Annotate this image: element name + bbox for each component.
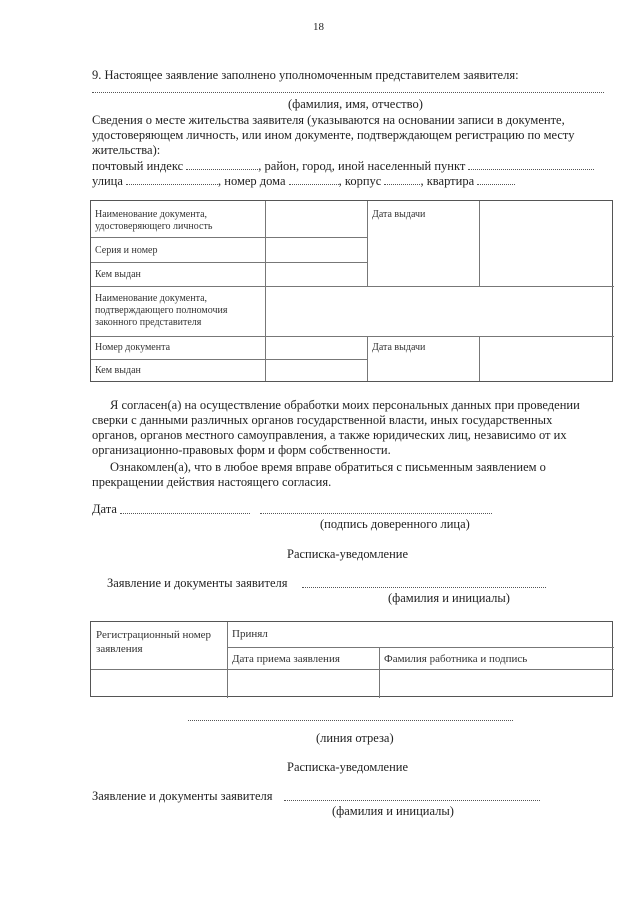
employee-label: Фамилия работника и подпись	[384, 653, 528, 665]
cut-line	[188, 720, 513, 721]
apartment-field[interactable]	[477, 173, 515, 185]
district-field[interactable]	[468, 158, 594, 170]
rep-doc-name-label: Наименование документа, подтверждающего полномочия законного представителя	[95, 293, 228, 328]
doc-number-label: Номер документа	[95, 342, 171, 353]
residence-line-2: удостоверяющем личность, или ином документе, подтверждающем регистрацию по месту	[92, 128, 575, 142]
series-number-label: Серия и номер	[95, 245, 158, 256]
consent-line-3: органов, органов местного самоуправления, а также юридических лиц, независимо от их	[92, 428, 567, 442]
postal-field[interactable]	[186, 158, 258, 170]
receipt-title: Расписка-уведомление	[287, 547, 409, 561]
identity-table	[90, 200, 613, 382]
accepted-label: Принял	[232, 628, 268, 640]
notice-line-1: Ознакомлен(а), что в любое время вправе обратиться с письменным заявлением о	[110, 460, 546, 474]
page-number: 18	[313, 21, 324, 33]
initials-caption: (фамилия и инициалы)	[388, 591, 510, 605]
postal-row	[92, 158, 594, 174]
applicant-docs-label: Заявление и документы заявителя	[107, 576, 288, 590]
consent-line-2: сверки с данными различных органов государственной власти, иных государственных	[92, 413, 553, 427]
issue-date-2-label: Дата выдачи	[372, 342, 426, 353]
korpus-field[interactable]	[384, 173, 420, 185]
korpus-label: , корпус	[338, 174, 382, 188]
representative-name-line[interactable]	[92, 92, 604, 93]
notice-line-2: прекращении действия настоящего согласия.	[92, 475, 332, 489]
signature-caption: (подпись доверенного лица)	[320, 517, 470, 531]
residence-line-3: жительства):	[92, 143, 161, 157]
street-label: улица	[92, 174, 123, 188]
registration-table	[90, 621, 613, 697]
residence-line-1: Сведения о месте жительства заявителя (указываются на основании записи в документе,	[92, 113, 565, 127]
issued-by-label: Кем выдан	[95, 269, 141, 280]
signature-field[interactable]	[260, 513, 492, 514]
receipt-title-2: Расписка-уведомление	[287, 760, 409, 774]
date-label: Дата	[92, 502, 117, 516]
consent-line-1: Я согласен(а) на осуществление обработки моих персональных данных при проведении	[110, 398, 580, 412]
apartment-label: , квартира	[420, 174, 475, 188]
postal-label: почтовый индекс	[92, 159, 184, 173]
house-label: , номер дома	[218, 174, 286, 188]
district-label: , район, город, иной населенный пункт	[258, 159, 466, 173]
issue-date-label: Дата выдачи	[372, 209, 426, 220]
applicant-name-field[interactable]	[302, 587, 546, 588]
item-9-text: 9. Настоящее заявление заполнено уполномоченным представителем заявителя:	[92, 68, 519, 82]
consent-line-4: организационно-правовых форм и форм собственности.	[92, 443, 391, 457]
date-received-label: Дата приема заявления	[232, 653, 340, 665]
fio-caption: (фамилия, имя, отчество)	[288, 97, 423, 111]
doc-name-label: Наименование документа, удостоверяющего личность	[95, 209, 213, 232]
reg-number-label: Регистрационный номер заявления	[96, 629, 212, 655]
initials-caption-2: (фамилия и инициалы)	[332, 804, 454, 818]
street-field[interactable]	[126, 173, 218, 185]
issued-by-2-label: Кем выдан	[95, 365, 141, 376]
applicant-name-field-2[interactable]	[284, 800, 540, 801]
house-field[interactable]	[289, 173, 339, 185]
cut-line-caption: (линия отреза)	[316, 731, 394, 745]
street-row	[92, 173, 515, 189]
date-field[interactable]	[120, 513, 250, 514]
applicant-docs-label-2: Заявление и документы заявителя	[92, 789, 273, 803]
